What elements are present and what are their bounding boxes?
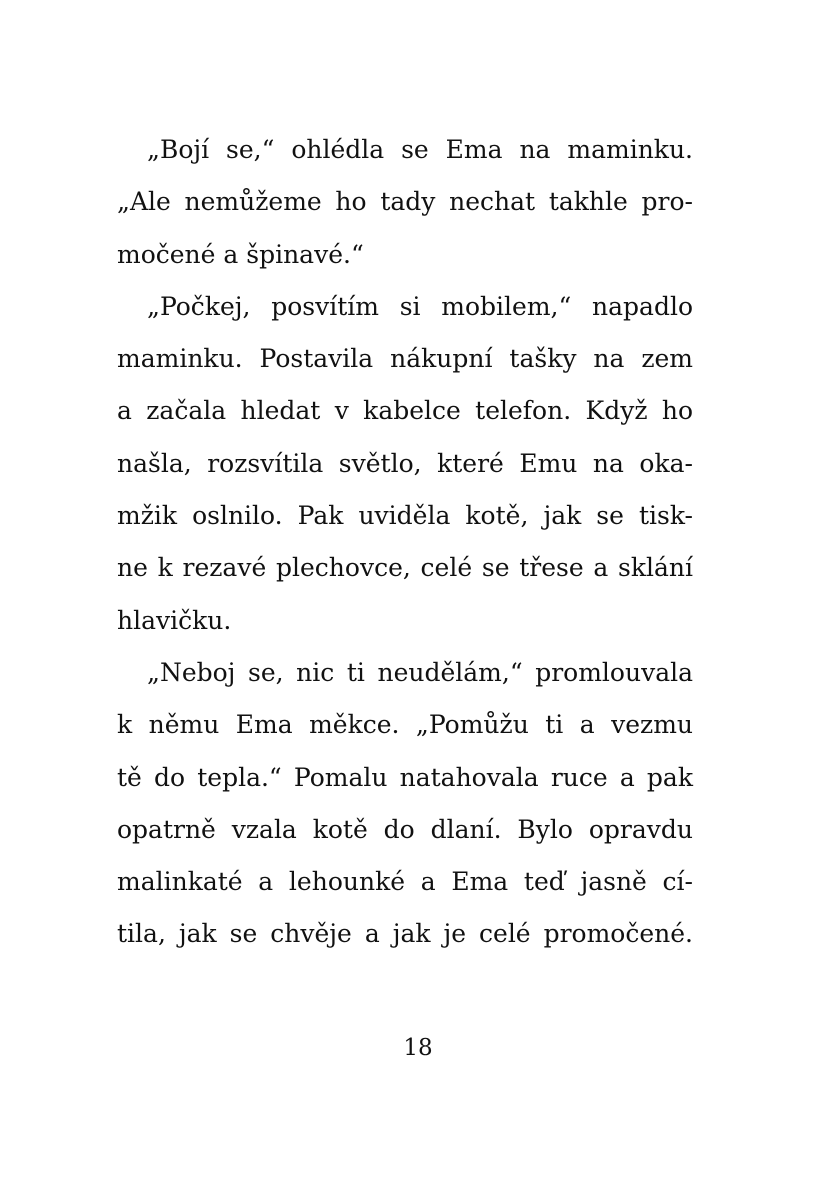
text-line: ne k rezavé plechovce, celé se třese a sklání [117,553,693,583]
text-line: tila, jak se chvěje a jak je celé promočené. [117,919,693,949]
text-line: hlavičku. [117,605,232,635]
page-number: 18 [403,1035,433,1061]
text-line: maminku. Postavila nákupní tašky na zem [117,344,693,374]
text-line: močené a špinavé.“ [117,239,364,269]
page-text [117,124,693,961]
text-line: „Ale nemůžeme ho tady nechat takhle pro- [117,187,693,217]
text-line: opatrně vzala kotě do dlaní. Bylo opravdu [117,814,693,844]
text-line: „Bojí se,“ ohlédla se Ema na maminku. [147,135,693,164]
text-line: tě do tepla.“ Pomalu natahovala ruce a pak [117,762,693,792]
text-line: „Počkej, posvítím si mobilem,“ napadlo [147,291,693,321]
text-line: a začala hledat v kabelce telefon. Když ho [117,396,693,426]
text-line: našla, rozsvítila světlo, které Emu na oka- [117,448,693,478]
text-line: „Neboj se, nic ti neudělám,“ promlouvala [147,657,693,687]
text-line: malinkaté a lehounké a Ema teď jasně cí- [117,867,693,897]
text-line: k němu Ema měkce. „Pomůžu ti a vezmu [117,710,693,740]
text-line: mžik oslnilo. Pak uviděla kotě, jak se tisk- [117,501,693,531]
